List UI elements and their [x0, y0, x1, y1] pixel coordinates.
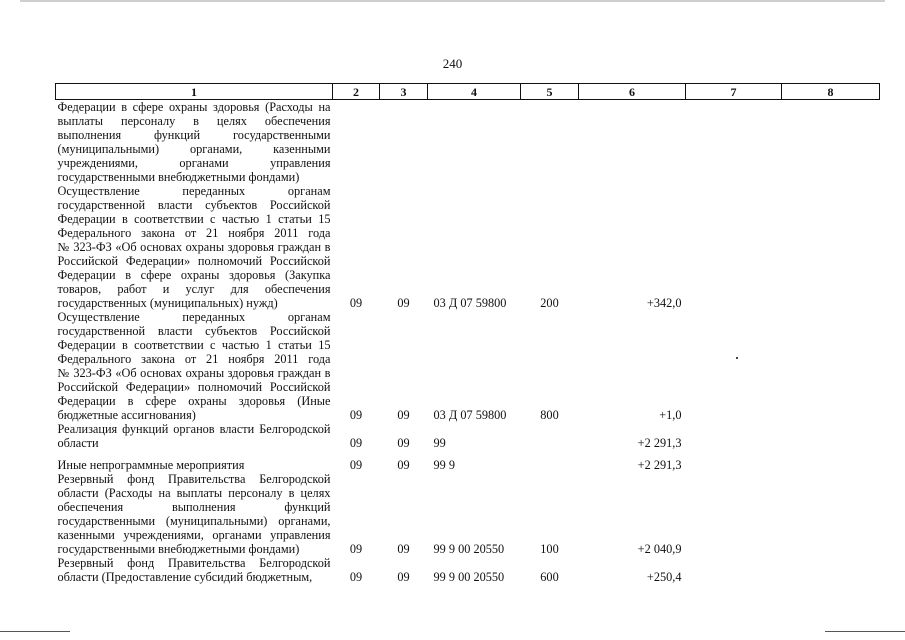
column-7-value	[686, 450, 782, 472]
description-line: Осуществление переданных органам	[57, 310, 331, 324]
section-code: 09	[349, 436, 363, 450]
target-article-code: 03 Д 07 59800	[433, 408, 507, 422]
description-line: Федерации в сфере охраны здоровья (Иные	[57, 394, 331, 408]
page-number: 240	[442, 56, 463, 71]
column-8-value	[782, 472, 880, 556]
table-row	[56, 184, 880, 310]
target-article-code: 99 9 00 20550	[433, 542, 505, 556]
description-line: № 323-ФЗ «Об основах охраны здоровья граждан в	[57, 240, 331, 254]
amount: +342,0	[646, 296, 682, 310]
description-line: Российской Федерации» полномочий Российской	[57, 380, 331, 394]
description-line: Реализация функций органов власти Белгородской	[57, 422, 331, 436]
amount: +250,4	[646, 570, 682, 584]
description-line: Российской Федерации» полномочий Российской	[57, 254, 331, 268]
column-7-value	[686, 556, 782, 584]
description-line: государственных (муниципальных) нужд)	[57, 296, 278, 310]
scan-edge-top	[20, 0, 885, 2]
description-line: товаров, работ и услуг для обеспечения	[57, 282, 331, 296]
description-line: государственными внебюджетными фондами)	[57, 170, 300, 184]
expense-type-code: 200	[540, 296, 559, 310]
target-article-code: 99 9 00 20550	[433, 570, 505, 584]
row-description	[56, 184, 333, 310]
column-header-5: 5	[521, 84, 579, 100]
description-line: Федерального закона от 21 ноября 2011 года	[57, 226, 331, 240]
description-line: Резервный фонд Правительства Белгородской	[57, 556, 331, 570]
row-description	[56, 472, 333, 556]
target-article-code	[428, 100, 521, 185]
expense-type-code	[521, 100, 579, 185]
description-line: (муниципальными) органами, казенными	[57, 142, 331, 156]
subsection-code: 09	[397, 408, 410, 422]
amount: +2 040,9	[637, 542, 682, 556]
description-line: области (Предоставление субсидий бюджетным,	[57, 570, 313, 584]
description-line: Иные непрограммные мероприятия	[57, 458, 245, 472]
description-line: Федерации в сфере охраны здоровья (Закупка	[57, 268, 331, 282]
column-8-value	[782, 556, 880, 584]
table-row	[56, 472, 880, 556]
row-description	[56, 556, 333, 584]
target-article-code: 03 Д 07 59800	[433, 296, 507, 310]
section-code: 09	[349, 408, 363, 422]
row-description	[56, 450, 333, 472]
column-header-1: 1	[56, 84, 333, 100]
table-row	[56, 422, 880, 450]
table-body	[56, 100, 880, 585]
section-code: 09	[349, 542, 363, 556]
scan-edge-bottom-right	[825, 631, 905, 632]
subsection-code: 09	[397, 296, 410, 310]
column-8-value	[782, 100, 880, 185]
table-row	[56, 556, 880, 584]
description-line: области	[57, 436, 99, 450]
table-row	[56, 450, 880, 472]
row-description	[56, 422, 333, 450]
section-code: 09	[349, 570, 363, 584]
row-description	[56, 100, 333, 185]
column-8-value	[782, 422, 880, 450]
column-7-value	[686, 100, 782, 185]
subsection-code: 09	[397, 436, 410, 450]
description-line: бюджетные ассигнования)	[57, 408, 196, 422]
amount: +1,0	[659, 408, 682, 422]
row-description	[56, 310, 333, 422]
description-line: государственными внебюджетными фондами)	[57, 542, 300, 556]
expense-type-code: 100	[540, 542, 559, 556]
section-code	[333, 100, 380, 185]
table-row	[56, 310, 880, 422]
description-line: выплаты персоналу в целях обеспечения	[57, 114, 331, 128]
column-header-2: 2	[333, 84, 380, 100]
description-line: области (Расходы на выплаты персоналу в целях	[57, 486, 331, 500]
target-article-code: 99	[433, 436, 446, 450]
expense-type-code	[521, 422, 579, 450]
column-header-3: 3	[380, 84, 428, 100]
amount: +2 291,3	[637, 436, 682, 450]
amount	[579, 100, 686, 185]
subsection-code: 09	[397, 570, 410, 584]
column-header-8: 8	[782, 84, 880, 100]
column-7-value	[686, 472, 782, 556]
description-line: Федерального закона от 21 ноября 2011 года	[57, 352, 331, 366]
column-header-6: 6	[579, 84, 686, 100]
description-line: обеспечения выполнения функций	[57, 500, 331, 514]
expense-type-code: 800	[540, 408, 559, 422]
column-7-value	[686, 184, 782, 310]
column-7-value	[686, 422, 782, 450]
expense-type-code: 600	[540, 570, 559, 584]
description-line: Федерации в соответствии с частью 1 статьи 15	[57, 212, 331, 226]
expense-type-code	[521, 450, 579, 472]
subsection-code: 09	[397, 542, 410, 556]
description-line: Осуществление переданных органам	[57, 184, 331, 198]
target-article-code: 99 9	[433, 458, 456, 472]
header-row	[56, 84, 880, 100]
column-7-value	[686, 310, 782, 422]
amount: +2 291,3	[637, 458, 682, 472]
description-line: № 323-ФЗ «Об основах охраны здоровья граждан в	[57, 366, 331, 380]
description-line: государственной власти субъектов Российской	[57, 198, 331, 212]
column-8-value	[782, 450, 880, 472]
column-header-4: 4	[428, 84, 521, 100]
description-line: выполнения функций государственными	[57, 128, 331, 142]
description-line: Федерации в сфере охраны здоровья (Расходы на	[57, 100, 331, 114]
description-line: Резервный фонд Правительства Белгородской	[57, 472, 331, 486]
scan-edge-bottom-left	[0, 631, 70, 632]
description-line: Федерации в соответствии с частью 1 статьи 15	[57, 338, 331, 352]
subsection-code: 09	[397, 458, 410, 472]
description-line: государственной власти субъектов Российской	[57, 324, 331, 338]
column-8-value	[782, 184, 880, 310]
table-row	[56, 100, 880, 185]
section-code: 09	[349, 458, 363, 472]
subsection-code	[380, 100, 428, 185]
section-code: 09	[349, 296, 363, 310]
description-line: государственными (муниципальными) органами,	[57, 514, 331, 528]
column-8-value	[782, 310, 880, 422]
column-header-7: 7	[686, 84, 782, 100]
description-line: учреждениями, органами управления	[57, 156, 331, 170]
budget-table	[55, 83, 880, 584]
description-line: казенными учреждениями, органами управления	[57, 528, 331, 542]
